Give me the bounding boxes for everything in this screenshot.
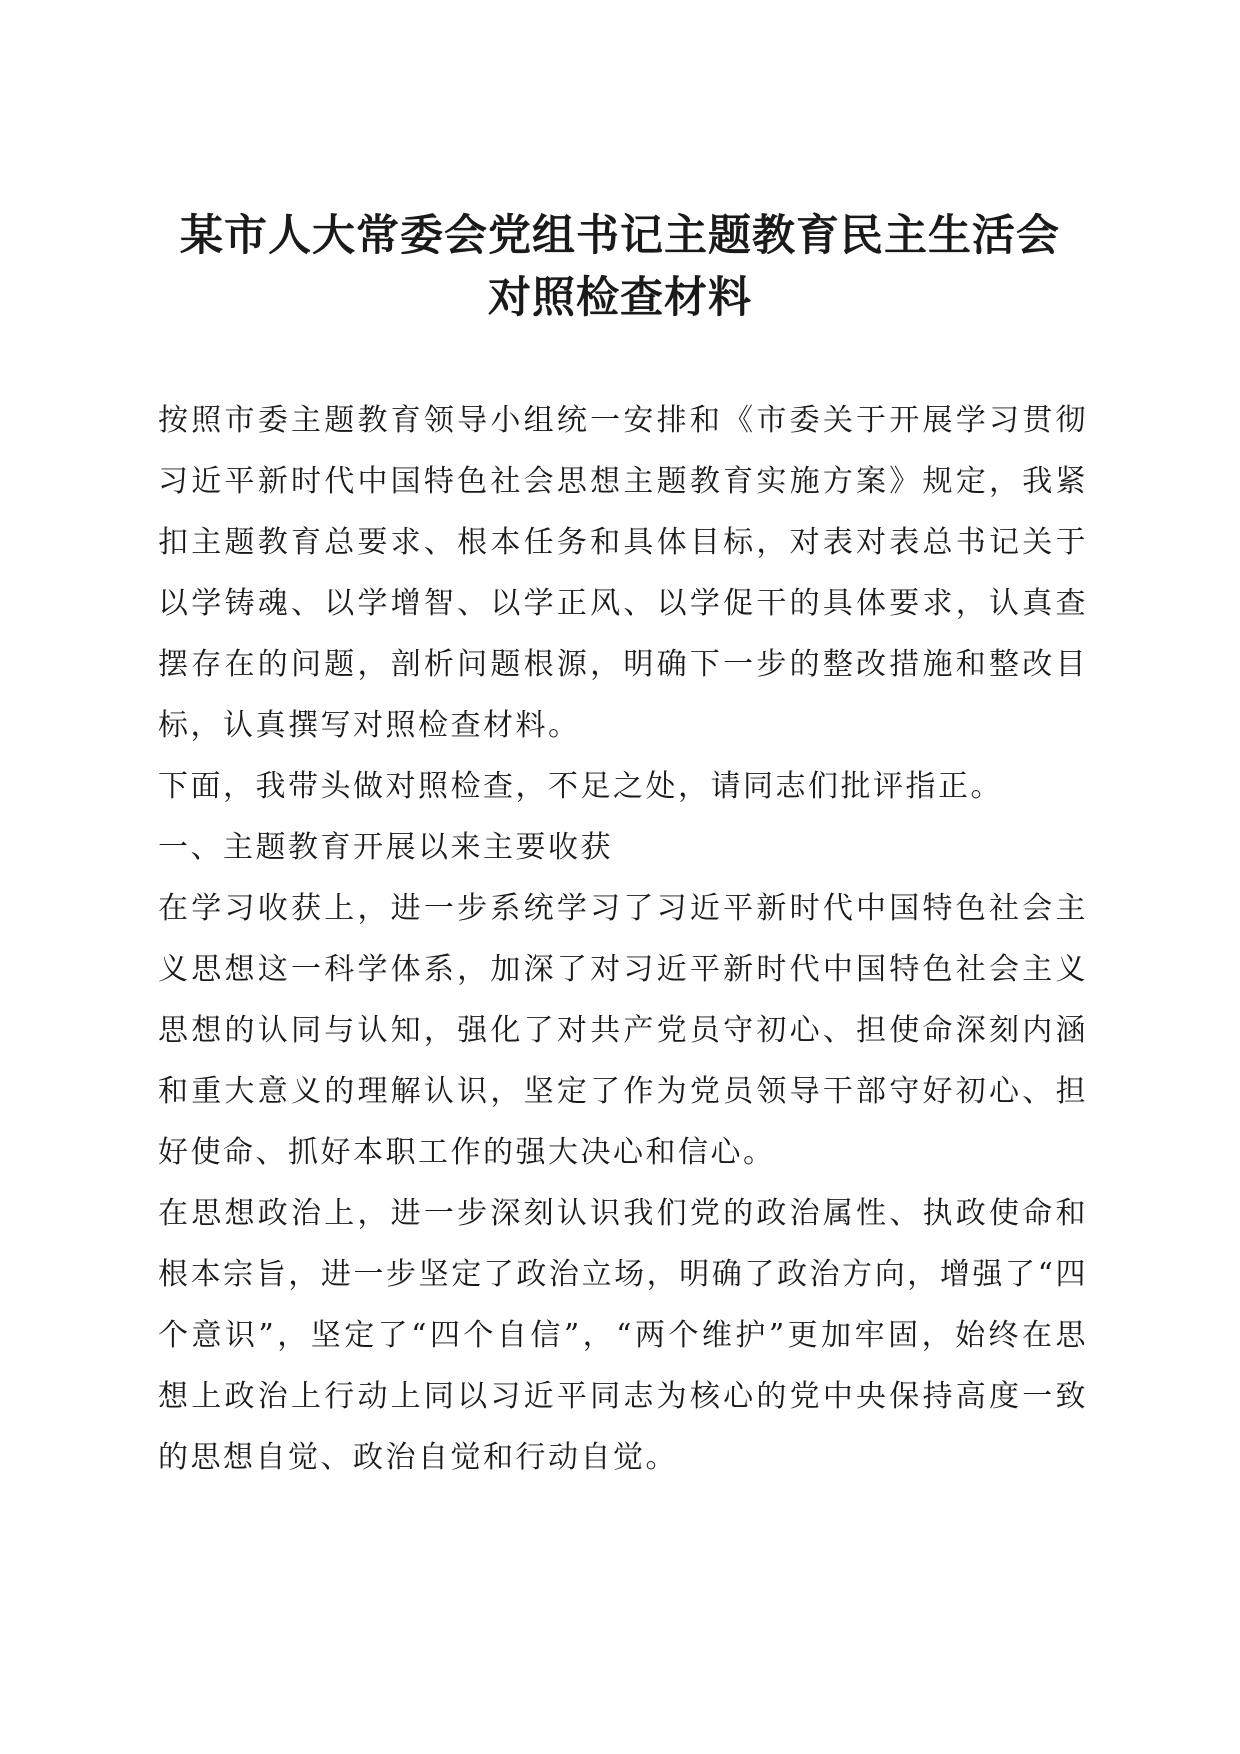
request-paragraph: 下面，我带头做对照检查，不足之处，请同志们批评指正。	[158, 769, 1003, 804]
intro-paragraph: 按照市委主题教育领导小组统一安排和《市委关于开展学习贯彻习近平新时代中国特色社会思想主题教育实施方案》规定，我紧扣主题教育总要求、根本任务和具体目标，对表对表总书记关于以学铸魂、以学增智、以学正风、以学促干的具体要求，认真查摆存在的问题，剖析问题根源，明确下一步的整改措施和整改目标，认真撰写对照检查材料。	[158, 403, 1088, 743]
section-heading: 一、主题教育开展以来主要收获	[158, 830, 613, 865]
title-line-1: 某市人大常委会党组书记主题教育民主生活会	[180, 211, 1060, 261]
study-gains-paragraph: 在学习收获上，进一步系统学习了习近平新时代中国特色社会主义思想这一科学体系，加深了对习近平新时代中国特色社会主义思想的认同与认知，强化了对共产党员守初心、担使命深刻内涵和重大意义的理解认识，坚定了作为党员领导干部守好初心、担好使命、抓好本职工作的强大决心和信心。	[158, 891, 1088, 1170]
title-line-2: 对照检查材料	[488, 273, 752, 323]
political-thought-paragraph: 在思想政治上，进一步深刻认识我们党的政治属性、执政使命和根本宗旨，进一步坚定了政治立场，明确了政治方向，增强了“四个意识”，坚定了“四个自信”，“两个维护”更加牢固，始终在思想上政治上行动上同以习近平同志为核心的党中央保持高度一致的思想自觉、政治自觉和行动自觉。	[158, 1196, 1088, 1475]
document-body	[158, 390, 1088, 1488]
document-title	[140, 205, 1100, 329]
